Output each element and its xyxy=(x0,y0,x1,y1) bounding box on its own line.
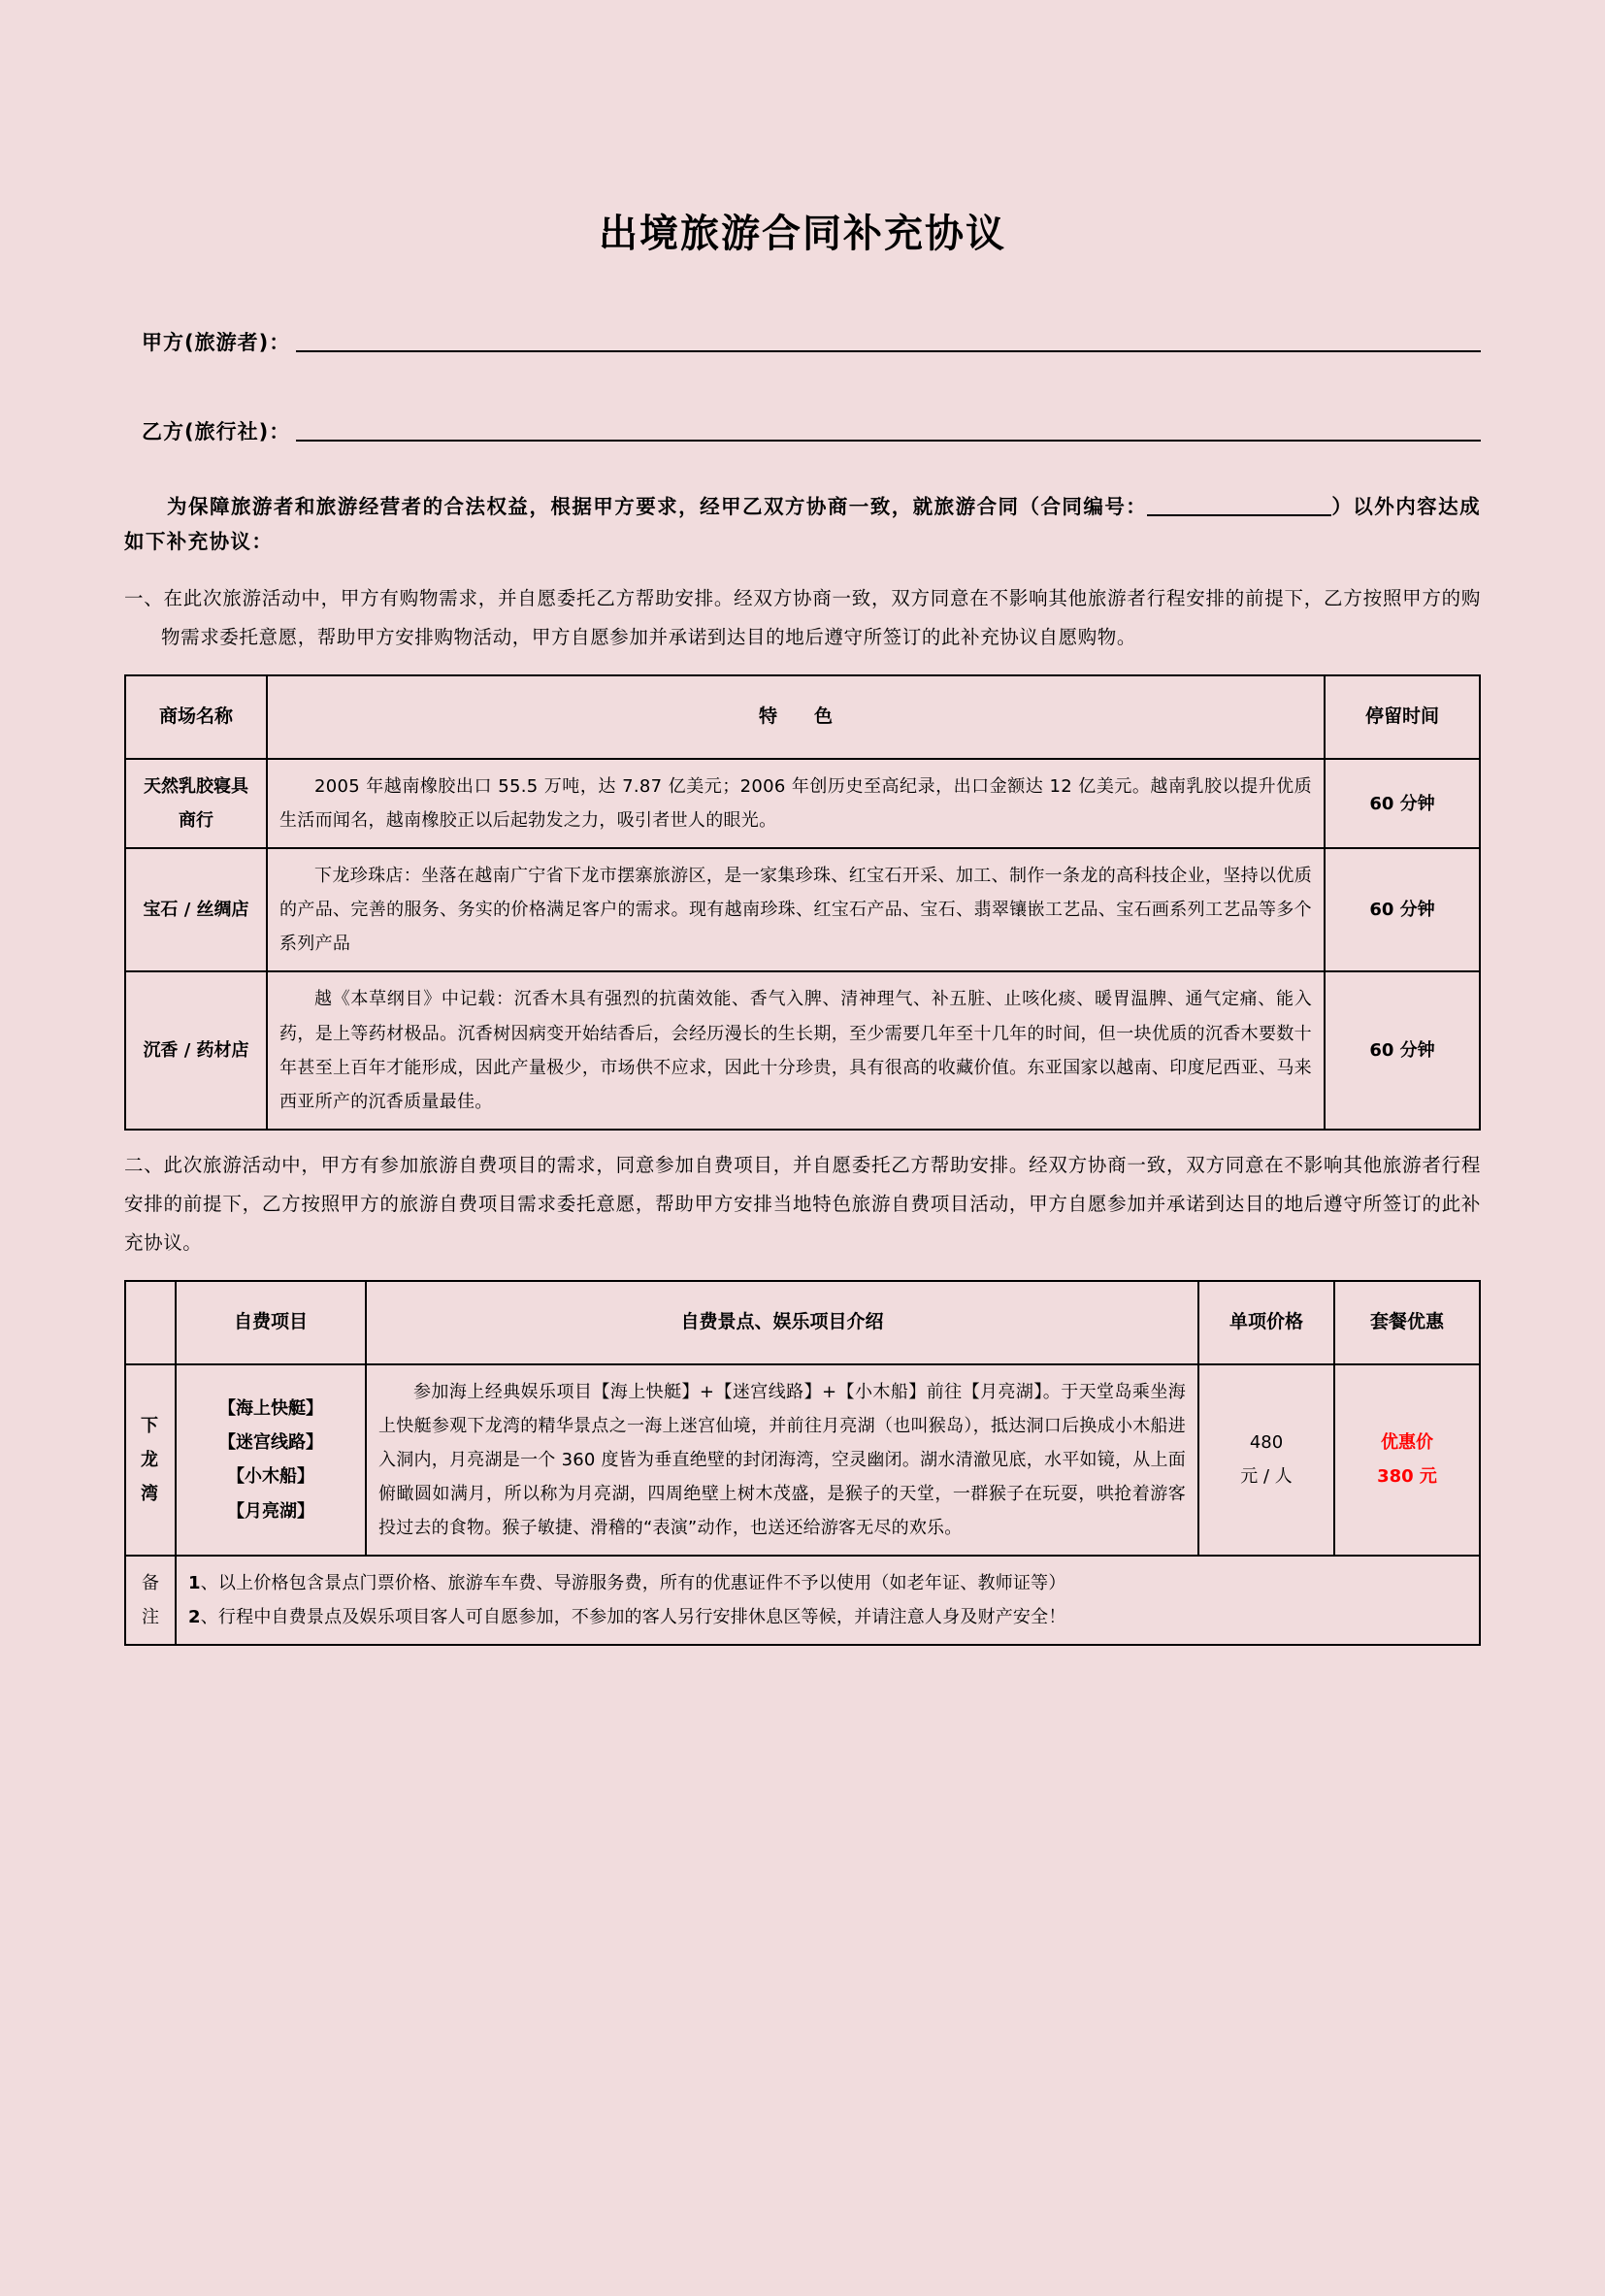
shop-feature-cell-0: 2005 年越南橡胶出口 55.5 万吨，达 7.87 亿美元；2006 年创历史至高纪录，出口金额达 12 亿美元。越南乳胶以提升优质生活而闻名，越南橡胶正以后起勃发之力，吸引者世人的眼光。 xyxy=(267,759,1325,848)
region-char-0: 下 xyxy=(141,1415,160,1436)
optional-item-3: 【月亮湖】 xyxy=(227,1500,314,1522)
header-shop-name: 商场名称 xyxy=(125,675,267,759)
optional-item-0: 【海上快艇】 xyxy=(218,1398,323,1420)
shop-name-cell-1: 宝石 / 丝绸店 xyxy=(125,848,267,971)
notes-row xyxy=(125,1556,1480,1645)
optional-item-1: 【迷宫线路】 xyxy=(218,1432,323,1454)
notes-label-char-0: 备 xyxy=(142,1573,159,1594)
document-page xyxy=(0,26,1605,2296)
table-row xyxy=(125,848,1480,971)
optional-items-table xyxy=(124,1280,1481,1647)
shop-feature-cell-2: 越《本草纲目》中记载：沉香木具有强烈的抗菌效能、香气入脾、清神理气、补五脏、止咳化痰、暖胃温脾、通气定痛、能入药，是上等药材极品。沉香树因病变开始结香后，会经历漫长的生长期，至少需要几年至十几年的时间，但一块优质的沉香木要数十年甚至上百年才能形成，因此产量极少，市场供不应求，因此十分珍贵，具有很高的收藏价值。东亚国家以越南、印度尼西亚、马来西亚所产的沉香质量最佳。 xyxy=(267,971,1325,1129)
clause-one-number: 一、 xyxy=(124,587,164,610)
notes-label-cell xyxy=(125,1556,176,1645)
optional-item-2: 【小木船】 xyxy=(227,1466,314,1488)
shop-duration-cell-0: 60 分钟 xyxy=(1325,759,1480,848)
region-char-2: 湾 xyxy=(141,1484,160,1505)
header-package-promo: 套餐优惠 xyxy=(1334,1281,1480,1364)
promo-label: 优惠价 xyxy=(1381,1432,1433,1454)
notes-body-cell xyxy=(176,1556,1480,1645)
shop-feature-cell-1: 下龙珍珠店：坐落在越南广宁省下龙市摆寨旅游区，是一家集珍珠、红宝石开采、加工、制作一条龙的高科技企业，坚持以优质的产品、完善的服务、务实的价格满足客户的需求。现有越南珍珠、红宝石产品、宝石、翡翠镶嵌工艺品、宝石画系列工艺品等多个系列产品 xyxy=(267,848,1325,971)
optional-items-cell xyxy=(176,1364,366,1556)
page-title: 出境旅游合同补充协议 xyxy=(599,211,1006,256)
notes-label-char-1: 注 xyxy=(142,1607,159,1628)
price-unit: 元 / 人 xyxy=(1240,1466,1293,1488)
intro-text-part1: 为保障旅游者和旅游经营者的合法权益，根据甲方要求，经甲乙双方协商一致，就旅游合同（合同编号： xyxy=(167,494,1148,518)
package-promo-cell xyxy=(1334,1364,1480,1556)
note-text-1: 、行程中自费景点及娱乐项目客人可自愿参加，不参加的客人另行安排休息区等候，并请注意人身及财产安全！ xyxy=(200,1607,1066,1628)
shopping-table-header-row xyxy=(125,675,1480,759)
region-char-1: 龙 xyxy=(141,1449,160,1470)
table-row xyxy=(125,759,1480,848)
clause-two xyxy=(124,1146,1481,1263)
optional-table-header-row xyxy=(125,1281,1480,1364)
clause-one-text: 在此次旅游活动中，甲方有购物需求，并自愿委托乙方帮助安排。经双方协商一致，双方同意在不影响其他旅游者行程安排的前提下，乙方按照甲方的购物需求委托意愿，帮助甲方安排购物活动，甲方自愿参加并承诺到达目的地后遵守所签订的此补充协议自愿购物。 xyxy=(161,587,1481,649)
note-number-0: 1 xyxy=(188,1573,201,1594)
header-region xyxy=(125,1281,176,1364)
clause-two-number: 二、 xyxy=(124,1153,164,1176)
party-row-yifang xyxy=(142,416,1481,445)
table-row xyxy=(125,971,1480,1129)
note-line-1 xyxy=(188,1600,1467,1634)
intro-paragraph xyxy=(124,490,1481,560)
party-input-jiafang[interactable] xyxy=(296,349,1481,352)
shop-name-cell-2: 沉香 / 药材店 xyxy=(125,971,267,1129)
header-shop-duration: 停留时间 xyxy=(1325,675,1480,759)
clause-one xyxy=(124,579,1481,657)
intro-text-part2: ）以外内容达成如下补充协议： xyxy=(124,494,1481,553)
table-row xyxy=(125,1364,1480,1556)
optional-intro-cell: 参加海上经典娱乐项目【海上快艇】+【迷宫线路】+【小木船】前往【月亮湖】。于天堂岛乘坐海上快艇参观下龙湾的精华景点之一海上迷宫仙境，并前往月亮湖（也叫猴岛），抵达洞口后换成小木船进入洞内，月亮湖是一个 360 度皆为垂直绝壁的封闭海湾，空灵幽闭。湖水清澈见底，水平如镜，从上面俯瞰圆如满月，所以称为月亮湖，四周绝壁上树木茂盛，是猴子的天堂，一群猴子在玩耍，哄抢着游客投过去的食物。猴子敏捷、滑稽的“表演”动作，也送还给游客无尽的欢乐。 xyxy=(366,1364,1198,1556)
shop-duration-cell-2: 60 分钟 xyxy=(1325,971,1480,1129)
promo-value: 380 元 xyxy=(1377,1466,1437,1488)
clause-two-text: 此次旅游活动中，甲方有参加旅游自费项目的需求，同意参加自费项目，并自愿委托乙方帮助安排。经双方协商一致，双方同意在不影响其他旅游者行程安排的前提下，乙方按照甲方的旅游自费项目需求委托意愿，帮助甲方安排当地特色旅游自费项目活动，甲方自愿参加并承诺到达目的地后遵守所签订的此补充协议。 xyxy=(124,1153,1481,1254)
header-optional-item: 自费项目 xyxy=(176,1281,366,1364)
header-optional-intro: 自费景点、娱乐项目介绍 xyxy=(366,1281,1198,1364)
price-amount: 480 xyxy=(1249,1432,1284,1454)
unit-price-cell xyxy=(1198,1364,1334,1556)
party-label-jiafang: 甲方(旅游者)： xyxy=(142,330,291,354)
shopping-table xyxy=(124,674,1481,1131)
note-text-0: 、以上价格包含景点门票价格、旅游车车费、导游服务费，所有的优惠证件不予以使用（如老年证、教师证等） xyxy=(200,1573,1066,1594)
party-input-yifang[interactable] xyxy=(296,439,1481,442)
note-line-0 xyxy=(188,1566,1467,1600)
region-cell xyxy=(125,1364,176,1556)
party-row-jiafang xyxy=(142,327,1481,356)
contract-number-input[interactable] xyxy=(1147,514,1331,516)
shop-duration-cell-1: 60 分钟 xyxy=(1325,848,1480,971)
shop-name-cell-0: 天然乳胶寝具商行 xyxy=(125,759,267,848)
header-unit-price: 单项价格 xyxy=(1198,1281,1334,1364)
note-number-1: 2 xyxy=(188,1607,201,1628)
header-shop-feature: 特 色 xyxy=(267,675,1325,759)
party-fields xyxy=(124,327,1481,445)
party-label-yifang: 乙方(旅行社)： xyxy=(142,419,291,443)
